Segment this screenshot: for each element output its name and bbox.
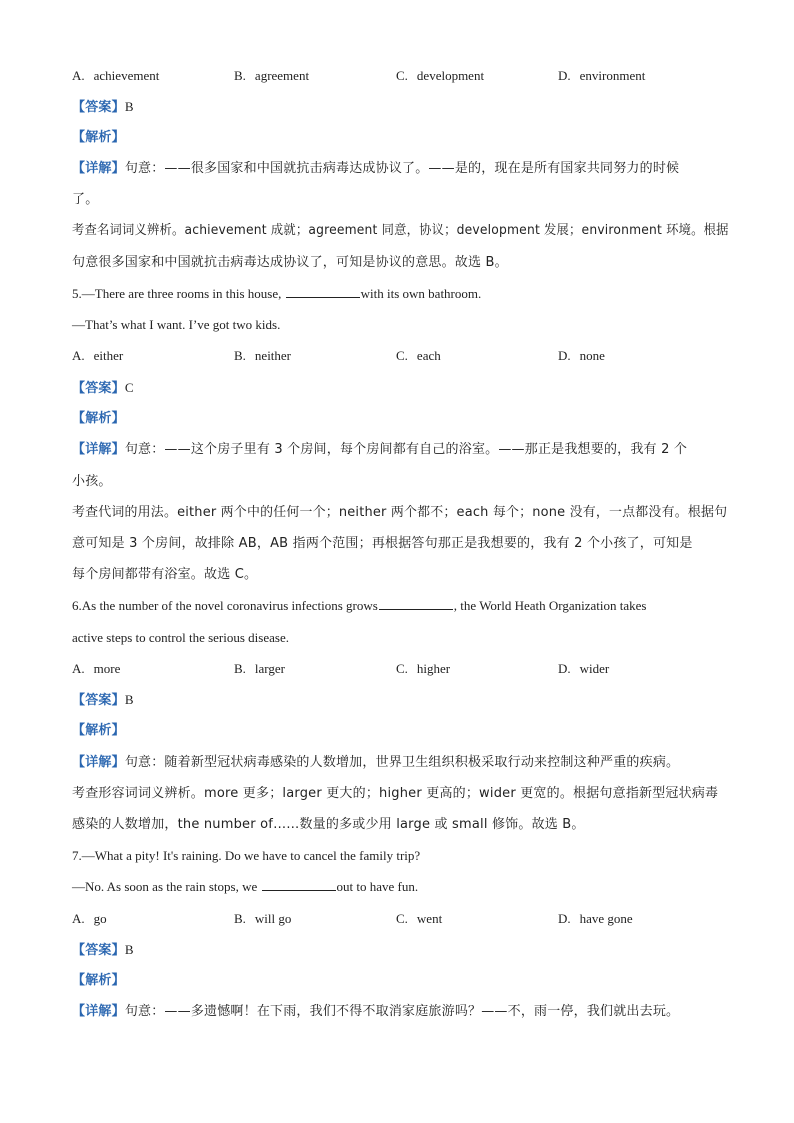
q4-answer: 【答案】B	[72, 99, 134, 115]
q5-explanation-line-2: 意可知是 3 个房间，故排除 AB，AB 指两个范围；再根据答句那正是我想要的，我有 2 个小孩了，可知是	[72, 536, 693, 551]
q5-option-d: D. none	[558, 348, 605, 363]
q5-detail-line-2: 小孩。	[72, 474, 112, 489]
q7-option-b: B. will go	[234, 911, 292, 926]
q6-stem-line-1: 6.As the number of the novel coronavirus infections grows , the World Heath Organization takes	[72, 598, 647, 613]
q7-option-c: C. went	[396, 911, 443, 926]
q7-options	[72, 909, 728, 929]
q5-option-c: C. each	[396, 348, 441, 363]
q4-option-d: D. environment	[558, 68, 646, 83]
q6-option-c: C. higher	[396, 661, 451, 676]
q5-options	[72, 346, 728, 366]
q4-option-b: B. agreement	[234, 68, 310, 83]
q5-answer: 【答案】C	[72, 380, 134, 396]
q6-detail-line-1: 【详解】句意：随着新型冠状病毒感染的人数增加，世界卫生组织积极采取行动来控制这种严重的疾病。	[72, 755, 680, 770]
q6-explanation-line-2: 感染的人数增加，the number of……数量的多或少用 large 或 small 修饰。故选 B。	[72, 817, 585, 832]
q7-analysis-label: 【解析】	[72, 973, 125, 988]
q4-detail-line-1: 【详解】句意：——很多国家和中国就抗击病毒达成协议了。——是的，现在是所有国家共同努力的时候	[72, 161, 680, 176]
q6-option-a: A. more	[72, 661, 121, 676]
q5-detail-line-1: 【详解】句意：——这个房子里有 3 个房间，每个房间都有自己的浴室。——那正是我想要的，我有 2 个	[72, 442, 688, 457]
q4-detail-line-2: 了。	[72, 192, 99, 207]
q7-stem-line-1: 7.—What a pity! It's raining. Do we have to cancel the family trip?	[72, 848, 421, 863]
q5-stem-line-2: —That’s what I want. I’ve got two kids.	[72, 317, 281, 332]
q6-options	[72, 659, 728, 679]
q6-explanation-line-1: 考查形容词词义辨析。more 更多；larger 更大的；higher 更高的；wider 更宽的。根据句意指新型冠状病毒	[72, 786, 719, 801]
q6-option-b: B. larger	[234, 661, 285, 676]
q6-option-d: D. wider	[558, 661, 610, 676]
q4-explanation-line-2: 句意很多国家和中国就抗击病毒达成协议了，可知是协议的意思。故选 B。	[72, 255, 508, 270]
q5-option-a: A. either	[72, 348, 124, 363]
q5-option-b: B. neither	[234, 348, 292, 363]
q6-analysis-label: 【解析】	[72, 723, 125, 738]
q5-blank	[286, 284, 360, 298]
q4-options	[72, 66, 728, 86]
q7-stem-line-2: —No. As soon as the rain stops, we out to have fun.	[72, 879, 419, 894]
q4-analysis-label: 【解析】	[72, 130, 125, 145]
q7-detail-line-1: 【详解】句意：——多遗憾啊！在下雨，我们不得不取消家庭旅游吗？——不，雨一停，我们就出去玩。	[72, 1004, 680, 1019]
q7-answer: 【答案】B	[72, 942, 134, 958]
q6-blank	[379, 596, 453, 610]
q4-option-a: A. achievement	[72, 68, 160, 83]
q5-analysis-label: 【解析】	[72, 411, 125, 426]
q4-explanation-line-1: 考查名词词义辨析。achievement 成就；agreement 同意，协议；development 发展；environment 环境。根据	[72, 223, 729, 238]
q7-option-d: D. have gone	[558, 911, 633, 926]
q6-answer: 【答案】B	[72, 692, 134, 708]
q5-stem-line-1: 5.—There are three rooms in this house, with its own bathroom.	[72, 286, 482, 301]
q6-stem-line-2: active steps to control the serious disease.	[72, 630, 289, 645]
q7-option-a: A. go	[72, 911, 107, 926]
q5-explanation-line-3: 每个房间都带有浴室。故选 C。	[72, 567, 258, 582]
q5-explanation-line-1: 考查代词的用法。either 两个中的任何一个；neither 两个都不；each 每个；none 没有，一点都没有。根据句	[72, 505, 728, 520]
q7-blank	[262, 877, 336, 891]
q4-option-c: C. development	[396, 68, 485, 83]
